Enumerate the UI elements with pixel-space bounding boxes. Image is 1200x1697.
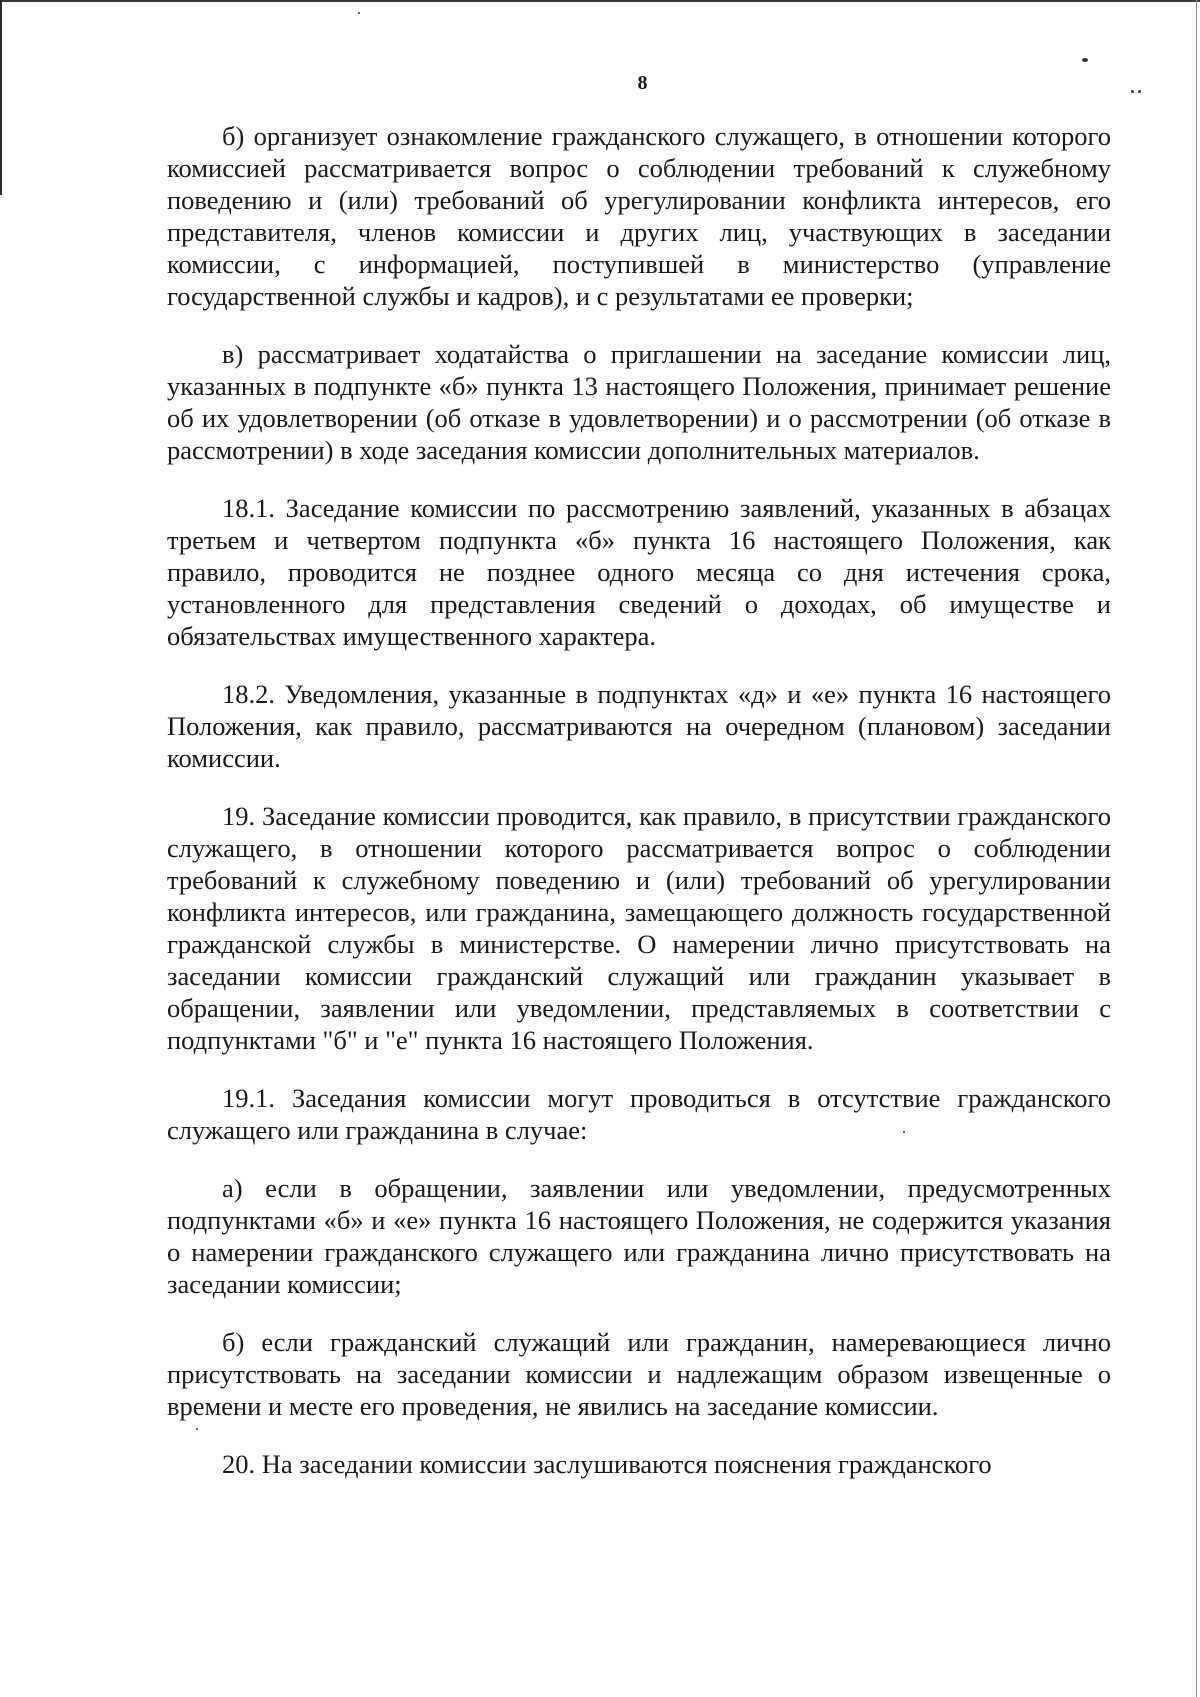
paragraph-19: 19. Заседание комиссии проводится, как правило, в присутствии гражданского служащего, в отношении которого рассматривается вопрос о соблюдении требований к служебному поведению и (или) требований об урегулировании конфликта интересов, или гражданина, замещающего должность государственной гражданской службы в министерстве. О намерении лично присутствовать на заседании комиссии гражданский служащий или гражданин указывает в обращении, заявлении или уведомлении, представляемых в соответствии с подпунктами "б" и "е" пункта 16 настоящего Положения. [167, 801, 1111, 1055]
paragraph-19-1-a: а) если в обращении, заявлении или уведомлении, предусмотренных подпунктами «б» и «е» пункта 16 настоящего Положения, не содержится указания о намерении гражданского служащего или гражданина лично присутствовать на заседании комиссии; [167, 1173, 1111, 1299]
paragraph-18-1: 18.1. Заседание комиссии по рассмотрению заявлений, указанных в абзацах третьем и четвертом подпункта «б» пункта 16 настоящего Положения, как правило, проводится не позднее одного месяца со дня истечения срока, установленного для представления сведений о доходах, об имуществе и обязательствах имущественного характера. [167, 493, 1111, 651]
paragraph-20: 20. На заседании комиссии заслушиваются пояснения гражданского [222, 1449, 992, 1479]
paragraph-19-1-b: б) если гражданский служащий или гражданин, намеревающиеся лично присутствовать на заседании комиссии и надлежащим образом извещенные о времени и месте его проведения, не явились на заседание комиссии. [167, 1327, 1111, 1421]
scan-speck [358, 12, 360, 14]
scan-edge-left [0, 0, 2, 195]
paragraph-v-considers: в) рассматривает ходатайства о приглашении на заседание комиссии лиц, указанных в подпункте «б» пункта 13 настоящего Положения, принимает решение об их удовлетворении (об отказе в удовлетворении) и о рассмотрении (об отказе в рассмотрении) в ходе заседания комиссии дополнительных материалов. [167, 339, 1111, 465]
paragraph-b-organizes: б) организует ознакомление гражданского служащего, в отношении которого комиссией рассматривается вопрос о соблюдении требований к служебному поведению и (или) требований об урегулировании конфликта интересов, его представителя, членов комиссии и других лиц, участвующих в заседании комиссии, с информацией, поступившей в министерство (управление государственной службы и кадров), и с результатами ее проверки; [167, 121, 1111, 311]
scan-edge-right [1196, 0, 1197, 1697]
paragraph-18-2: 18.2. Уведомления, указанные в подпунктах «д» и «е» пункта 16 настоящего Положения, как правило, рассматриваются на очередном (плановом) заседании комиссии. [167, 679, 1111, 773]
paragraph-19-1: 19.1. Заседания комиссии могут проводиться в отсутствие гражданского служащего или гражданина в случае: [167, 1083, 1111, 1145]
scan-edge-top [0, 0, 1200, 2]
document-body [167, 120, 1111, 1506]
scan-speck [1082, 58, 1088, 62]
page-number: 8 [637, 72, 648, 94]
